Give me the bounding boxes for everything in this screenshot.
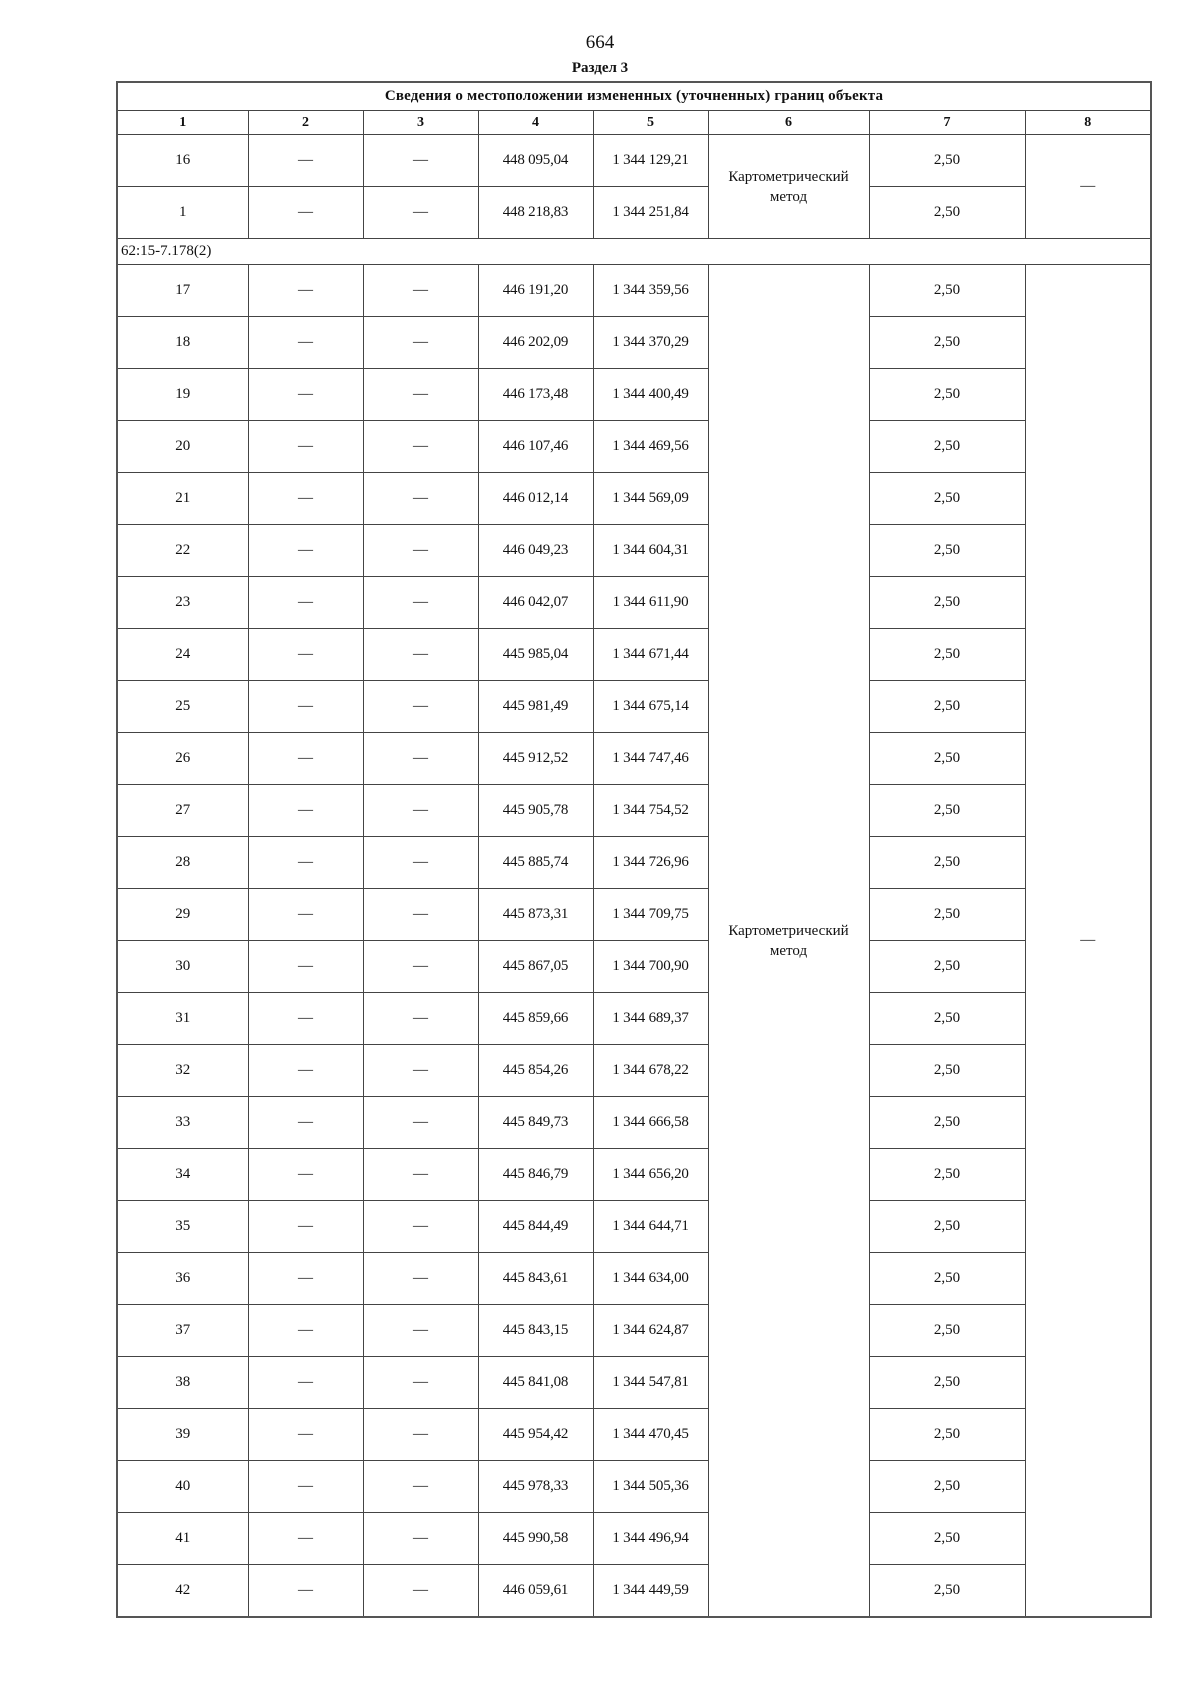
x-coordinate: 445 843,15 <box>478 1305 593 1357</box>
table-row <box>117 785 1151 837</box>
y-coordinate: 1 344 634,00 <box>593 1253 708 1305</box>
y-coordinate: 1 344 678,22 <box>593 1045 708 1097</box>
column2-value: — <box>248 889 363 941</box>
point-number: 32 <box>117 1045 248 1097</box>
column2-value: — <box>248 629 363 681</box>
point-number: 31 <box>117 993 248 1045</box>
column2-value: — <box>248 421 363 473</box>
column2-value: — <box>248 785 363 837</box>
table-row <box>117 187 1151 239</box>
y-coordinate: 1 344 747,46 <box>593 733 708 785</box>
x-coordinate: 445 954,42 <box>478 1409 593 1461</box>
page-number: 664 <box>585 32 615 53</box>
point-number: 40 <box>117 1461 248 1513</box>
point-number: 19 <box>117 369 248 421</box>
column2-value: — <box>248 1409 363 1461</box>
x-coordinate: 446 012,14 <box>478 473 593 525</box>
accuracy-value: 2,50 <box>869 187 1025 239</box>
y-coordinate: 1 344 370,29 <box>593 317 708 369</box>
column-number: 4 <box>478 111 593 135</box>
column2-value: — <box>248 265 363 317</box>
column2-value: — <box>248 135 363 187</box>
accuracy-value: 2,50 <box>869 577 1025 629</box>
table-row <box>117 135 1151 187</box>
x-coordinate: 445 843,61 <box>478 1253 593 1305</box>
point-number: 36 <box>117 1253 248 1305</box>
x-coordinate: 446 202,09 <box>478 317 593 369</box>
column3-value: — <box>363 317 478 369</box>
column3-value: — <box>363 629 478 681</box>
point-number: 37 <box>117 1305 248 1357</box>
column3-value: — <box>363 187 478 239</box>
column3-value: — <box>363 1097 478 1149</box>
column-numbers-row <box>117 111 1151 135</box>
x-coordinate: 445 985,04 <box>478 629 593 681</box>
table-row <box>117 889 1151 941</box>
column3-value: — <box>363 1513 478 1565</box>
point-number: 22 <box>117 525 248 577</box>
point-number: 21 <box>117 473 248 525</box>
accuracy-value: 2,50 <box>869 1097 1025 1149</box>
column3-value: — <box>363 135 478 187</box>
table-row <box>117 317 1151 369</box>
column3-value: — <box>363 733 478 785</box>
accuracy-value: 2,50 <box>869 1357 1025 1409</box>
column2-value: — <box>248 1357 363 1409</box>
y-coordinate: 1 344 624,87 <box>593 1305 708 1357</box>
column2-value: — <box>248 1305 363 1357</box>
column3-value: — <box>363 993 478 1045</box>
accuracy-value: 2,50 <box>869 993 1025 1045</box>
accuracy-value: 2,50 <box>869 265 1025 317</box>
column3-value: — <box>363 1565 478 1618</box>
column3-value: — <box>363 1149 478 1201</box>
boundary-coordinates-table <box>116 81 1152 1618</box>
y-coordinate: 1 344 709,75 <box>593 889 708 941</box>
x-coordinate: 445 849,73 <box>478 1097 593 1149</box>
column2-value: — <box>248 525 363 577</box>
column2-value: — <box>248 681 363 733</box>
table-row <box>117 1513 1151 1565</box>
accuracy-value: 2,50 <box>869 317 1025 369</box>
point-number: 28 <box>117 837 248 889</box>
x-coordinate: 445 844,49 <box>478 1201 593 1253</box>
accuracy-value: 2,50 <box>869 1513 1025 1565</box>
y-coordinate: 1 344 359,56 <box>593 265 708 317</box>
column3-value: — <box>363 941 478 993</box>
point-number: 17 <box>117 265 248 317</box>
table-row <box>117 473 1151 525</box>
accuracy-value: 2,50 <box>869 1461 1025 1513</box>
x-coordinate: 446 049,23 <box>478 525 593 577</box>
y-coordinate: 1 344 726,96 <box>593 837 708 889</box>
column-number: 3 <box>363 111 478 135</box>
table-row <box>117 941 1151 993</box>
column3-value: — <box>363 473 478 525</box>
x-coordinate: 448 095,04 <box>478 135 593 187</box>
column3-value: — <box>363 577 478 629</box>
y-coordinate: 1 344 754,52 <box>593 785 708 837</box>
table-row <box>117 421 1151 473</box>
table-row <box>117 1461 1151 1513</box>
column2-value: — <box>248 1513 363 1565</box>
x-coordinate: 446 191,20 <box>478 265 593 317</box>
accuracy-value: 2,50 <box>869 1409 1025 1461</box>
column3-value: — <box>363 1409 478 1461</box>
table-row <box>117 1097 1151 1149</box>
column2-value: — <box>248 369 363 421</box>
x-coordinate: 445 978,33 <box>478 1461 593 1513</box>
y-coordinate: 1 344 656,20 <box>593 1149 708 1201</box>
accuracy-value: 2,50 <box>869 473 1025 525</box>
table-row <box>117 577 1151 629</box>
table-row <box>117 1409 1151 1461</box>
accuracy-value: 2,50 <box>869 369 1025 421</box>
column3-value: — <box>363 1045 478 1097</box>
table-row <box>117 1565 1151 1618</box>
y-coordinate: 1 344 675,14 <box>593 681 708 733</box>
y-coordinate: 1 344 496,94 <box>593 1513 708 1565</box>
column3-value: — <box>363 889 478 941</box>
x-coordinate: 445 873,31 <box>478 889 593 941</box>
accuracy-value: 2,50 <box>869 525 1025 577</box>
column3-value: — <box>363 421 478 473</box>
x-coordinate: 445 841,08 <box>478 1357 593 1409</box>
method-cell: Картометрический метод <box>708 265 869 1618</box>
column-number: 7 <box>869 111 1025 135</box>
y-coordinate: 1 344 666,58 <box>593 1097 708 1149</box>
y-coordinate: 1 344 547,81 <box>593 1357 708 1409</box>
accuracy-value: 2,50 <box>869 1149 1025 1201</box>
column2-value: — <box>248 473 363 525</box>
accuracy-value: 2,50 <box>869 785 1025 837</box>
y-coordinate: 1 344 689,37 <box>593 993 708 1045</box>
y-coordinate: 1 344 129,21 <box>593 135 708 187</box>
point-number: 33 <box>117 1097 248 1149</box>
parcel-group-label: 62:15-7.178(2) <box>117 239 1151 265</box>
y-coordinate: 1 344 469,56 <box>593 421 708 473</box>
y-coordinate: 1 344 470,45 <box>593 1409 708 1461</box>
x-coordinate: 445 859,66 <box>478 993 593 1045</box>
table-caption: Сведения о местоположении измененных (уточненных) границ объекта <box>117 82 1151 111</box>
column3-value: — <box>363 1253 478 1305</box>
column3-value: — <box>363 785 478 837</box>
table-row <box>117 993 1151 1045</box>
column-number: 8 <box>1025 111 1151 135</box>
column-number: 6 <box>708 111 869 135</box>
y-coordinate: 1 344 449,59 <box>593 1565 708 1618</box>
x-coordinate: 446 173,48 <box>478 369 593 421</box>
column-number: 2 <box>248 111 363 135</box>
table-caption-row <box>117 82 1151 111</box>
group-row <box>117 239 1151 265</box>
column2-value: — <box>248 941 363 993</box>
accuracy-value: 2,50 <box>869 1201 1025 1253</box>
column2-value: — <box>248 1201 363 1253</box>
point-number: 38 <box>117 1357 248 1409</box>
x-coordinate: 445 981,49 <box>478 681 593 733</box>
point-number: 18 <box>117 317 248 369</box>
column3-value: — <box>363 837 478 889</box>
column2-value: — <box>248 1149 363 1201</box>
point-number: 16 <box>117 135 248 187</box>
y-coordinate: 1 344 671,44 <box>593 629 708 681</box>
column2-value: — <box>248 1045 363 1097</box>
point-number: 26 <box>117 733 248 785</box>
section-title: Раздел 3 <box>571 60 629 76</box>
x-coordinate: 445 912,52 <box>478 733 593 785</box>
accuracy-value: 2,50 <box>869 1253 1025 1305</box>
column2-value: — <box>248 1461 363 1513</box>
accuracy-value: 2,50 <box>869 1045 1025 1097</box>
x-coordinate: 445 846,79 <box>478 1149 593 1201</box>
column8-value: — <box>1025 265 1151 1618</box>
point-number: 34 <box>117 1149 248 1201</box>
x-coordinate: 448 218,83 <box>478 187 593 239</box>
point-number: 24 <box>117 629 248 681</box>
table-row <box>117 1045 1151 1097</box>
y-coordinate: 1 344 569,09 <box>593 473 708 525</box>
table-row <box>117 525 1151 577</box>
point-number: 41 <box>117 1513 248 1565</box>
accuracy-value: 2,50 <box>869 681 1025 733</box>
accuracy-value: 2,50 <box>869 733 1025 785</box>
column3-value: — <box>363 1305 478 1357</box>
x-coordinate: 445 990,58 <box>478 1513 593 1565</box>
x-coordinate: 446 059,61 <box>478 1565 593 1618</box>
table-row <box>117 265 1151 317</box>
y-coordinate: 1 344 644,71 <box>593 1201 708 1253</box>
x-coordinate: 446 107,46 <box>478 421 593 473</box>
x-coordinate: 445 867,05 <box>478 941 593 993</box>
column-number: 5 <box>593 111 708 135</box>
accuracy-value: 2,50 <box>869 941 1025 993</box>
column3-value: — <box>363 369 478 421</box>
point-number: 25 <box>117 681 248 733</box>
table-row <box>117 629 1151 681</box>
x-coordinate: 445 905,78 <box>478 785 593 837</box>
table-row <box>117 733 1151 785</box>
table-row <box>117 837 1151 889</box>
table-row <box>117 681 1151 733</box>
column3-value: — <box>363 525 478 577</box>
column2-value: — <box>248 577 363 629</box>
point-number: 27 <box>117 785 248 837</box>
point-number: 30 <box>117 941 248 993</box>
column3-value: — <box>363 681 478 733</box>
table-row <box>117 1305 1151 1357</box>
column-number: 1 <box>117 111 248 135</box>
column3-value: — <box>363 1461 478 1513</box>
table-row <box>117 1149 1151 1201</box>
column2-value: — <box>248 1565 363 1618</box>
column2-value: — <box>248 1097 363 1149</box>
y-coordinate: 1 344 400,49 <box>593 369 708 421</box>
column3-value: — <box>363 265 478 317</box>
point-number: 39 <box>117 1409 248 1461</box>
method-cell: Картометрический метод <box>708 135 869 239</box>
point-number: 23 <box>117 577 248 629</box>
point-number: 1 <box>117 187 248 239</box>
accuracy-value: 2,50 <box>869 1565 1025 1618</box>
point-number: 20 <box>117 421 248 473</box>
table-row <box>117 1357 1151 1409</box>
accuracy-value: 2,50 <box>869 837 1025 889</box>
column2-value: — <box>248 733 363 785</box>
point-number: 35 <box>117 1201 248 1253</box>
y-coordinate: 1 344 611,90 <box>593 577 708 629</box>
x-coordinate: 446 042,07 <box>478 577 593 629</box>
point-number: 29 <box>117 889 248 941</box>
table-row <box>117 1201 1151 1253</box>
column2-value: — <box>248 837 363 889</box>
y-coordinate: 1 344 604,31 <box>593 525 708 577</box>
table-row <box>117 369 1151 421</box>
column2-value: — <box>248 317 363 369</box>
y-coordinate: 1 344 505,36 <box>593 1461 708 1513</box>
x-coordinate: 445 854,26 <box>478 1045 593 1097</box>
accuracy-value: 2,50 <box>869 1305 1025 1357</box>
column3-value: — <box>363 1201 478 1253</box>
table-row <box>117 1253 1151 1305</box>
column8-value: — <box>1025 135 1151 239</box>
x-coordinate: 445 885,74 <box>478 837 593 889</box>
accuracy-value: 2,50 <box>869 889 1025 941</box>
accuracy-value: 2,50 <box>869 135 1025 187</box>
accuracy-value: 2,50 <box>869 421 1025 473</box>
column2-value: — <box>248 993 363 1045</box>
y-coordinate: 1 344 700,90 <box>593 941 708 993</box>
column2-value: — <box>248 187 363 239</box>
point-number: 42 <box>117 1565 248 1618</box>
accuracy-value: 2,50 <box>869 629 1025 681</box>
column3-value: — <box>363 1357 478 1409</box>
y-coordinate: 1 344 251,84 <box>593 187 708 239</box>
column2-value: — <box>248 1253 363 1305</box>
